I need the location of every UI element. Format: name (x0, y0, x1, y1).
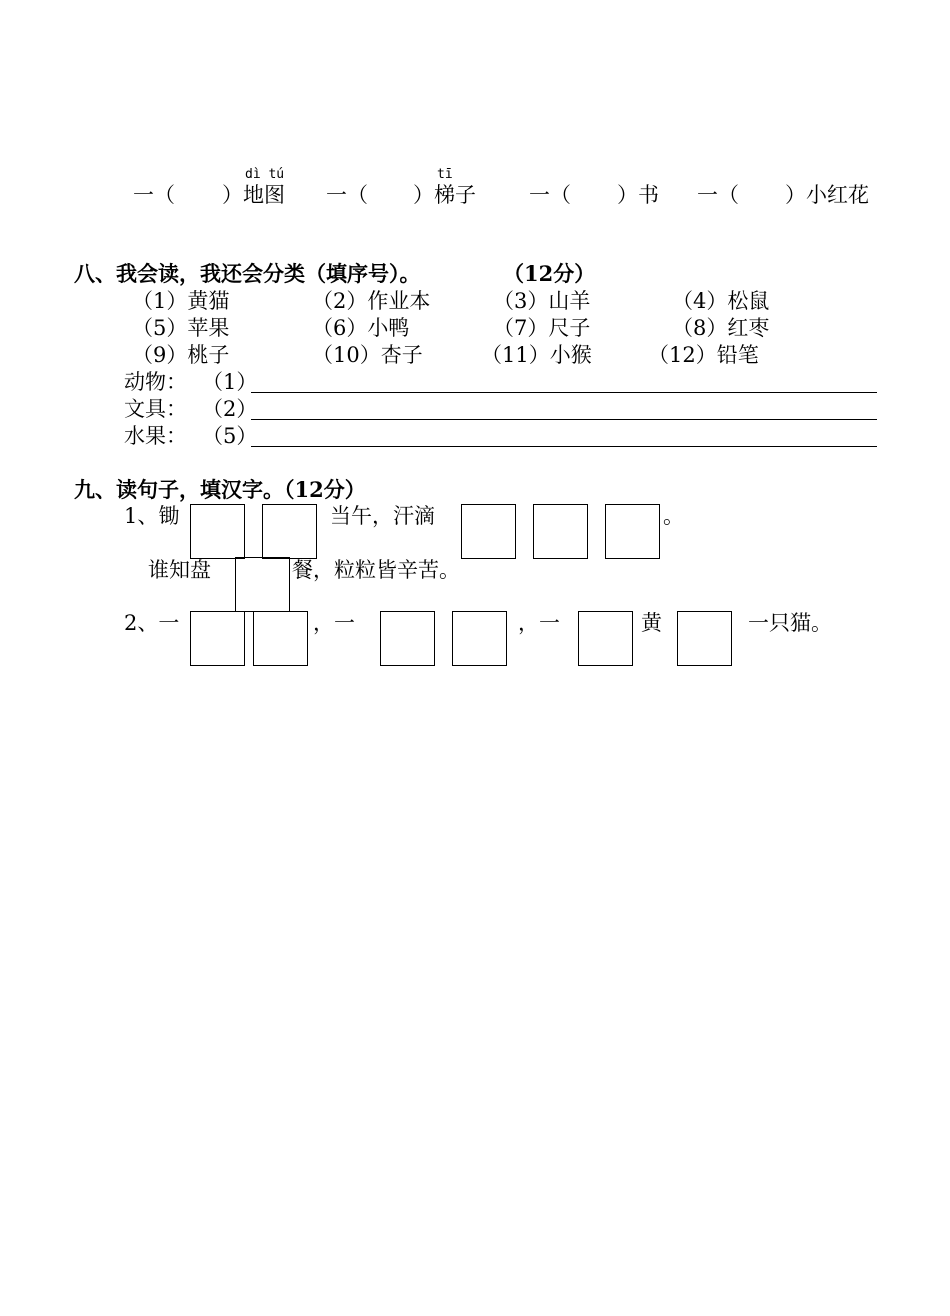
answer-line-fruits[interactable] (251, 446, 877, 447)
word-item: （12）铅笔 (648, 343, 759, 367)
word-item: （5）苹果 (132, 316, 230, 340)
measure-suffix-4: ）小红花 (785, 183, 869, 207)
answer-box[interactable] (190, 611, 245, 666)
answer-line-animals[interactable] (251, 392, 877, 393)
q2-comma-1: ，一 (313, 611, 355, 635)
answer-box[interactable] (452, 611, 507, 666)
answer-box[interactable] (677, 611, 732, 666)
word-item: （9）桃子 (132, 343, 230, 367)
word-item: （3）山羊 (493, 289, 591, 313)
q1-prefix: 1、锄 (124, 504, 180, 528)
q1-end: 。 (663, 504, 684, 528)
category-example-fruits: （5） (202, 424, 258, 448)
category-example-stationery: （2） (202, 397, 258, 421)
pinyin-ditu: dì tú (245, 167, 285, 182)
category-example-animals: （1） (202, 370, 258, 394)
answer-box[interactable] (235, 557, 290, 612)
answer-box[interactable] (380, 611, 435, 666)
word-item: （7）尺子 (493, 316, 591, 340)
measure-suffix-3: ）书 (617, 183, 659, 207)
word-item: （2）作业本 (312, 289, 431, 313)
measure-prefix-3: 一（ (529, 183, 571, 207)
word-item: （11）小猴 (481, 343, 592, 367)
answer-box[interactable] (533, 504, 588, 559)
answer-line-stationery[interactable] (251, 419, 877, 420)
answer-box[interactable] (253, 611, 308, 666)
answer-box[interactable] (461, 504, 516, 559)
answer-box[interactable] (578, 611, 633, 666)
section-8-score: （12分） (503, 261, 596, 286)
word-item: （1）黄猫 (132, 289, 230, 313)
q2-prefix: 2、一 (124, 611, 180, 635)
category-label-stationery: 文具： (124, 397, 187, 421)
measure-suffix-2: ）梯子 (413, 183, 476, 207)
word-item: （8）红枣 (672, 316, 770, 340)
answer-box[interactable] (605, 504, 660, 559)
word-item: （6）小鸭 (312, 316, 410, 340)
answer-box[interactable] (262, 504, 317, 559)
q1-line2-b: 餐，粒粒皆辛苦。 (292, 558, 460, 582)
section-8-title: 八、我会读，我还会分类（填序号）。 (74, 261, 421, 286)
pinyin-ti: tī (437, 167, 453, 182)
measure-suffix-1: ）地图 (222, 183, 285, 207)
answer-box[interactable] (190, 504, 245, 559)
category-label-fruits: 水果： (124, 424, 187, 448)
measure-prefix-2: 一（ (326, 183, 368, 207)
q2-comma-2: ，一 (518, 611, 560, 635)
q1-mid: 当午，汗滴 (330, 504, 435, 528)
measure-prefix-4: 一（ (697, 183, 739, 207)
q2-end: 一只猫。 (748, 611, 832, 635)
measure-prefix-1: 一（ (133, 183, 175, 207)
word-item: （10）杏子 (312, 343, 423, 367)
q2-huang: 黄 (641, 611, 662, 635)
category-label-animals: 动物： (124, 370, 187, 394)
word-item: （4）松鼠 (672, 289, 770, 313)
q1-line2-a: 谁知盘 (148, 558, 211, 582)
section-9-title: 九、读句子，填汉字。（12分） (74, 477, 366, 502)
